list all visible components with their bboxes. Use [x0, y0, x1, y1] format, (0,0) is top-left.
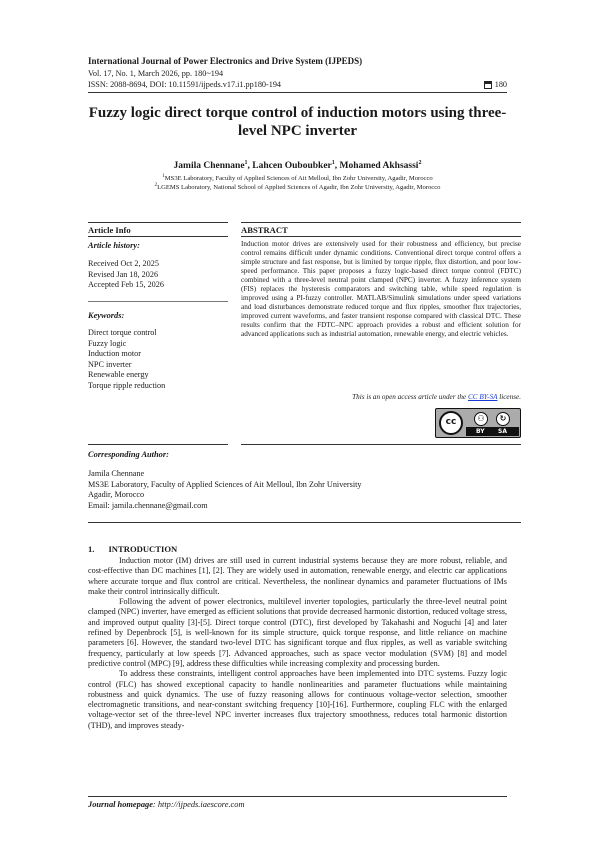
author-list	[88, 160, 507, 171]
header-rule	[88, 92, 507, 93]
affiliation-1	[88, 174, 507, 182]
article-info-heading: Article Info	[88, 225, 131, 235]
info-bottom-rule	[88, 444, 228, 445]
received-date: Received Oct 2, 2025	[88, 259, 159, 268]
abstract-text: Induction motor drives are extensively used for their robustness and efficiency, but precise control remains difficult under dynamic conditions. Conventional direct torque control offers a simple structure and fast response, but is limited by torque ripple, flux distortion, and poor low-speed performance. This paper proposes a fuzzy logic-based direct torque control (FDTC) combined with a three-level neutral point clamped (NPC) inverter. A fuzzy inference system (FIS) replaces the hysteresis comparators and switching table, while speed regulation is improved using a PI-fuzzy controller. MATLAB/Simulink simulations under speed variations and load disturbances demonstrate reduced torque and flux ripples, smoother flux trajectories, improved current waveforms, and faster transient response compared with classical DTC. These results confirm that the FDTC–NPC approach provides a robust and efficient solution for advanced applications such as industrial automation, renewable energy, and electric vehicles.	[241, 240, 521, 339]
author-sup: 1	[244, 160, 248, 166]
abstract-top-rule	[241, 222, 521, 223]
author-sup: 1	[331, 160, 335, 166]
keywords-label: Keywords:	[88, 311, 125, 320]
author-name: Lahcen Ouboubker	[252, 161, 332, 172]
abstract-bottom-rule	[241, 444, 521, 445]
corresponding-heading: Corresponding Author:	[88, 450, 169, 459]
journal-homepage	[88, 800, 245, 809]
corresponding-city: Agadir, Morocco	[88, 490, 145, 499]
keyword-list	[88, 328, 165, 391]
affiliation-sup: 1	[162, 174, 165, 179]
keyword-item: Torque ripple reduction	[88, 380, 166, 390]
author-separator: ,	[334, 161, 340, 172]
author-name: Mohamed Akhsassi	[339, 161, 419, 172]
info-top-rule	[88, 222, 228, 223]
abstract-heading: ABSTRACT	[241, 225, 288, 235]
corresponding-details	[88, 469, 361, 511]
journal-title: International Journal of Power Electronics and Drive System (IJPEDS)	[88, 56, 363, 66]
license-text: This is an open access article under the	[352, 393, 468, 401]
author-sup: 2	[418, 160, 422, 166]
affiliation-sup: 2	[154, 183, 158, 188]
homepage-separator: :	[152, 800, 158, 809]
paragraph: To address these constraints, intelligent control approaches have been implemented into DTC systems. Fuzzy logic control (FLC) has showed exceptional capacity to handle nonlinearities and parameter fluctuations while maintaining robustness and quick dynamics. The use of fuzzy reasoning allows for continuous voltage-vector selection, smoother electromagnetic transitions, and near-constant switching frequency [10]-[16]. Furthermore, coupling FLC with the enlarged voltage-vector set of the three-level NPC inverter increases flux trajectory smoothness, reduces total harmonic distortion (THD), and improves steady-	[88, 669, 507, 730]
corresponding-bottom-rule	[88, 522, 521, 523]
affiliation-2	[88, 183, 507, 191]
corresponding-name: Jamila Chennane	[88, 469, 145, 478]
affiliation-text: MS3E Laboratory, Faculty of Applied Sciences of Ait Melloul, Ibn Zohr University, Agadir, Morocco	[164, 175, 433, 183]
corresponding-email[interactable]: Email: jamila.chennane@gmail.com	[88, 500, 208, 510]
cc-sa-label: SA	[498, 428, 507, 435]
window-icon	[484, 81, 492, 89]
cc-logo-icon: cc	[439, 411, 463, 435]
keyword-item: NPC inverter	[88, 359, 132, 369]
section-number: 1.	[88, 544, 95, 554]
cc-by-label: BY	[476, 428, 485, 435]
abstract-heading-rule	[241, 236, 521, 237]
footer-rule	[88, 796, 507, 797]
keyword-item: Fuzzy logic	[88, 338, 127, 348]
license-line	[241, 393, 521, 401]
history-rule	[88, 301, 228, 302]
author-name: Jamila Chennane	[173, 161, 245, 172]
share-alike-icon: ↻	[496, 412, 510, 426]
page-number: 180	[494, 80, 507, 89]
paper-title: Fuzzy logic direct torque control of induction motors using three-level NPC inverter	[88, 105, 507, 139]
section-title: INTRODUCTION	[108, 544, 178, 554]
section-heading	[88, 544, 177, 554]
license-text-end: license.	[497, 393, 521, 401]
article-history-label: Article history:	[88, 241, 140, 250]
homepage-link[interactable]: http://ijpeds.iaescore.com	[157, 800, 245, 809]
corresponding-affiliation: MS3E Laboratory, Faculty of Applied Sciences of Ait Melloul, Ibn Zohr University	[88, 479, 362, 489]
paragraph: Induction motor (IM) drives are still used in current industrial systems because they are more robust, reliable, and cost-effective than DC machines [1], [2]. They are widely used in automation, renewable energy, and electric car applications where accurate torque and flux control are critical. Nevertheless, the nonlinear dynamics and parameter fluctuations of IMs make their control intrinsically difficult.	[88, 556, 507, 596]
intro-body	[88, 556, 507, 731]
person-icon: ⚇	[474, 412, 488, 426]
issn-line: ISSN: 2088-8694, DOI: 10.11591/ijpeds.v17.i1.pp180-194	[88, 80, 282, 89]
history-dates	[88, 259, 164, 291]
keyword-item: Direct torque control	[88, 328, 157, 337]
keyword-item: Induction motor	[88, 349, 141, 358]
accepted-date: Accepted Feb 15, 2026	[88, 280, 164, 289]
homepage-label: Journal homepage	[88, 800, 153, 809]
volume-line: Vol. 17, No. 1, March 2026, pp. 180~194	[88, 69, 224, 78]
info-heading-rule	[88, 236, 228, 237]
cc-by-sa-badge[interactable]	[435, 408, 521, 438]
revised-date: Revised Jan 18, 2026	[88, 269, 159, 279]
author-separator: ,	[247, 161, 253, 172]
cc-badge-bar	[466, 427, 519, 436]
paragraph: Following the advent of power electronics, multilevel inverter topologies, particularly the three-level neutral point clamped (NPC) inverter, have emerged as efficient solutions that provide decreased harmonic distortion, reduced voltage stress, and improved output quality [3]-[5]. Direct torque control (DTC), first developed by Takahashi and Noguchi [4] and later refined by Depenbrock [5], is well-known for its simple structure, quick torque response, and little reliance on machine parameters [6]. However, the standard two-level DTC has significant torque and flux ripples, as well as variable switching frequency, particularly at low speeds [7]. Advanced approaches, such as space vector modulation (SVM) [8] and model predictive control (MPC) [9], address these difficulties while increasing complexity and processing burden.	[88, 597, 507, 668]
license-link[interactable]: CC BY-SA	[467, 393, 498, 401]
keyword-item: Renewable energy	[88, 370, 149, 379]
affiliation-text: LGEMS Laboratory, National School of Applied Sciences of Agadir, Ibn Zohr University, Agadir, Morocco	[157, 184, 441, 192]
